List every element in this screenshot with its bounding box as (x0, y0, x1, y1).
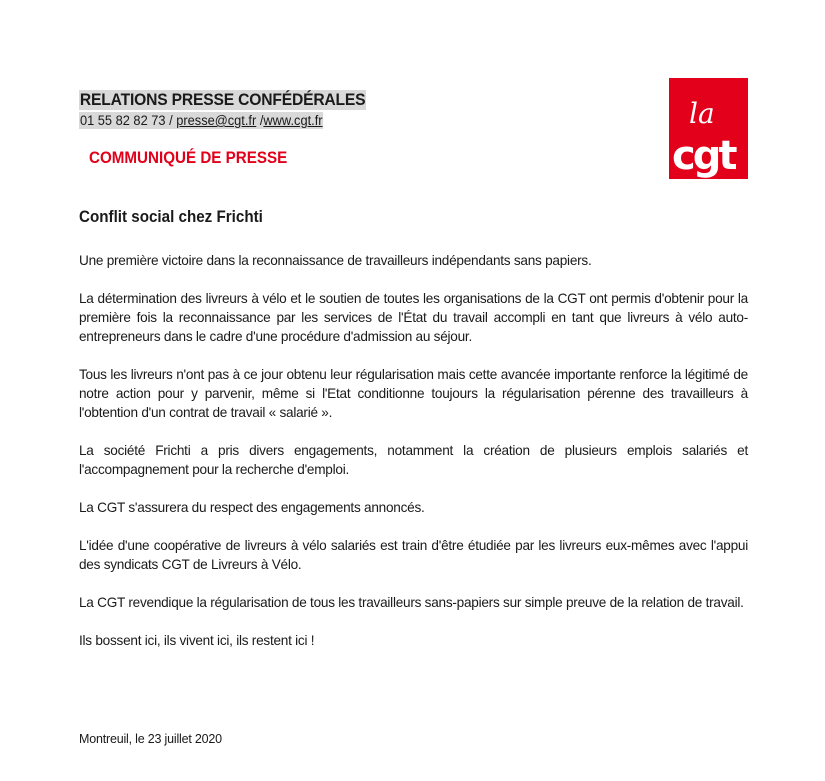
contact-separator: / (165, 113, 177, 128)
contact-separator: / (256, 113, 264, 128)
body-paragraph: Ils bossent ici, ils vivent ici, ils restent ici ! (79, 633, 315, 648)
body-paragraph: Une première victoire dans la reconnaissance de travailleurs indépendants sans papiers. (79, 253, 592, 268)
org-title: RELATIONS PRESSE CONFÉDÉRALES (79, 90, 366, 109)
cgt-logo-graphic (669, 78, 748, 179)
email-link[interactable]: presse@cgt.fr (176, 113, 257, 128)
phone-number: 01 55 82 82 73 (79, 113, 166, 128)
press-relations-header (79, 90, 391, 130)
body-paragraph: Tous les livreurs n'ont pas à ce jour obtenu leur régularisation mais cette avancée importante renforce la légitimé de notre action pour y parvenir, même si l'Etat conditionne toujours la régularisation pérenne des travailleurs à l'obtention d'un contrat de travail « salarié ». (79, 367, 748, 420)
document-title: Conflit social chez Frichti (79, 208, 263, 226)
body-paragraph: La détermination des livreurs à vélo et le soutien de toutes les organisations de la CGT ont permis d'obtenir pour la première fois la reconnaissance par les services de l'État du travail accompli en tant que livreurs à vélo auto-entrepreneurs dans le cadre d'une procédure d'admission au séjour. (79, 291, 748, 344)
press-release-label: COMMUNIQUÉ DE PRESSE (89, 149, 288, 167)
contact-line (79, 112, 324, 129)
document-body (79, 251, 748, 669)
cgt-logo (669, 78, 748, 179)
website-link[interactable]: www.cgt.fr (263, 113, 323, 128)
cgt-logo-main: cgt (672, 133, 735, 179)
body-paragraph: L'idée d'une coopérative de livreurs à vélo salariés est train d'être étudiée par les livreurs eux-mêmes avec l'appui des syndicats CGT de Livreurs à Vélo. (79, 538, 748, 572)
body-paragraph: La CGT s'assurera du respect des engagements annoncés. (79, 500, 425, 515)
body-paragraph: La société Frichti a pris divers engagements, notamment la création de plusieurs emplois salariés et l'accompagnement pour la recherche d'emploi. (79, 443, 748, 477)
body-paragraph: La CGT revendique la régularisation de tous les travailleurs sans-papiers sur simple preuve de la relation de travail. (79, 595, 744, 610)
date-location: Montreuil, le 23 juillet 2020 (79, 732, 222, 746)
cgt-logo-script: la (689, 97, 715, 130)
